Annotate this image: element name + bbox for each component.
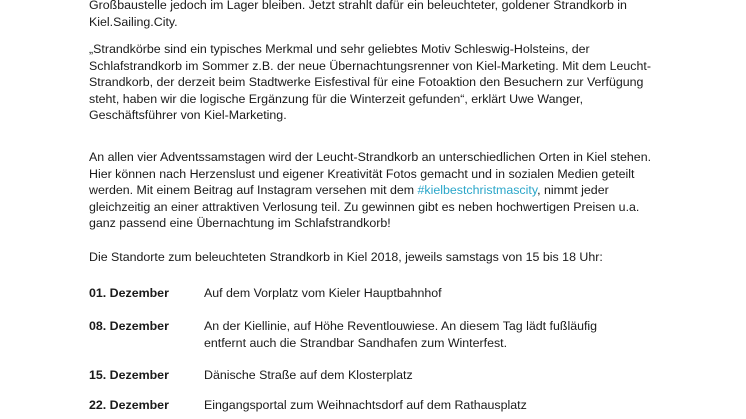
location-line: Eingangsportal zum Weihnachtsdorf auf dem Rathausplatz xyxy=(204,398,527,412)
text-line: Strandkorb, der derzeit beim Stadtwerke Eisfestival für eine Fotoaktion den Besuchern zur Verfügung xyxy=(89,75,644,90)
text-line: Großbaustelle jedoch im Lager bleiben. Jetzt strahlt dafür ein beleuchteter, goldener Strandkorb in xyxy=(89,0,627,12)
text-line: An allen vier Adventssamstagen wird der Leucht-Strandkorb an unterschiedlichen Orten in Kiel stehen. xyxy=(89,150,652,164)
text-line: ganz passend eine Übernachtung im Schlafstrandkorb! xyxy=(89,216,391,231)
paragraph-intro-end xyxy=(89,0,657,30)
schedule-date: 01. Dezember xyxy=(89,286,169,300)
schedule-date: 15. Dezember xyxy=(89,368,169,382)
schedule-location xyxy=(204,285,657,302)
text-line: steht, haben wir die logische Ergänzung für die Winterzeit gefunden“, erklärt Uwe Wanger, xyxy=(89,91,584,106)
text-line: Hier können nach Herzenslust und eigener Kreativität Fotos gemacht und in sozialen Medien geteilt xyxy=(89,166,635,181)
text-segment: , nimmt jeder xyxy=(537,183,609,198)
schedule-date: 22. Dezember xyxy=(89,398,169,412)
text-line: Die Standorte zum beleuchteten Strandkorb in Kiel 2018, jeweils samstags von 15 bis 18 Uhr: xyxy=(89,250,603,264)
paragraph-advent xyxy=(89,149,657,232)
paragraph-quote xyxy=(89,41,657,124)
text-segment: werden. Mit einem Beitrag auf Instagram versehen mit dem xyxy=(89,183,415,198)
text-line: gleichzeitig an einer attraktiven Verlosung teil. Zu gewinnen gibt es neben hochwertigen Preisen u.a. xyxy=(89,199,640,214)
location-line: An der Kiellinie, auf Höhe Reventlouwiese. An diesem Tag lädt fußläufig xyxy=(204,319,598,333)
text-line-with-hashtag xyxy=(89,182,657,199)
schedule-date: 08. Dezember xyxy=(89,319,169,333)
text-line: Geschäftsführer von Kiel-Marketing. xyxy=(89,108,287,123)
location-line: entfernt auch die Strandbar Sandhafen zum Winterfest. xyxy=(204,335,508,350)
schedule-location xyxy=(204,397,657,414)
paragraph-locations-intro xyxy=(89,249,657,266)
location-line: Auf dem Vorplatz vom Kieler Hauptbahnhof xyxy=(204,286,442,300)
text-line: „Strandkörbe sind ein typisches Merkmal und sehr geliebtes Motiv Schleswig-Holsteins, der xyxy=(89,42,590,56)
schedule-location xyxy=(204,318,657,351)
hashtag-link[interactable]: #kielbestchristmascity xyxy=(417,183,538,198)
schedule-location xyxy=(204,367,657,384)
text-line: Kiel.Sailing.City. xyxy=(89,14,178,29)
location-line: Dänische Straße auf dem Klosterplatz xyxy=(204,368,413,382)
text-line: Schlafstrandkorb im Sommer z.B. der neue Übernachtungsrenner von Kiel-Marketing. Mit dem Leucht- xyxy=(89,58,651,73)
